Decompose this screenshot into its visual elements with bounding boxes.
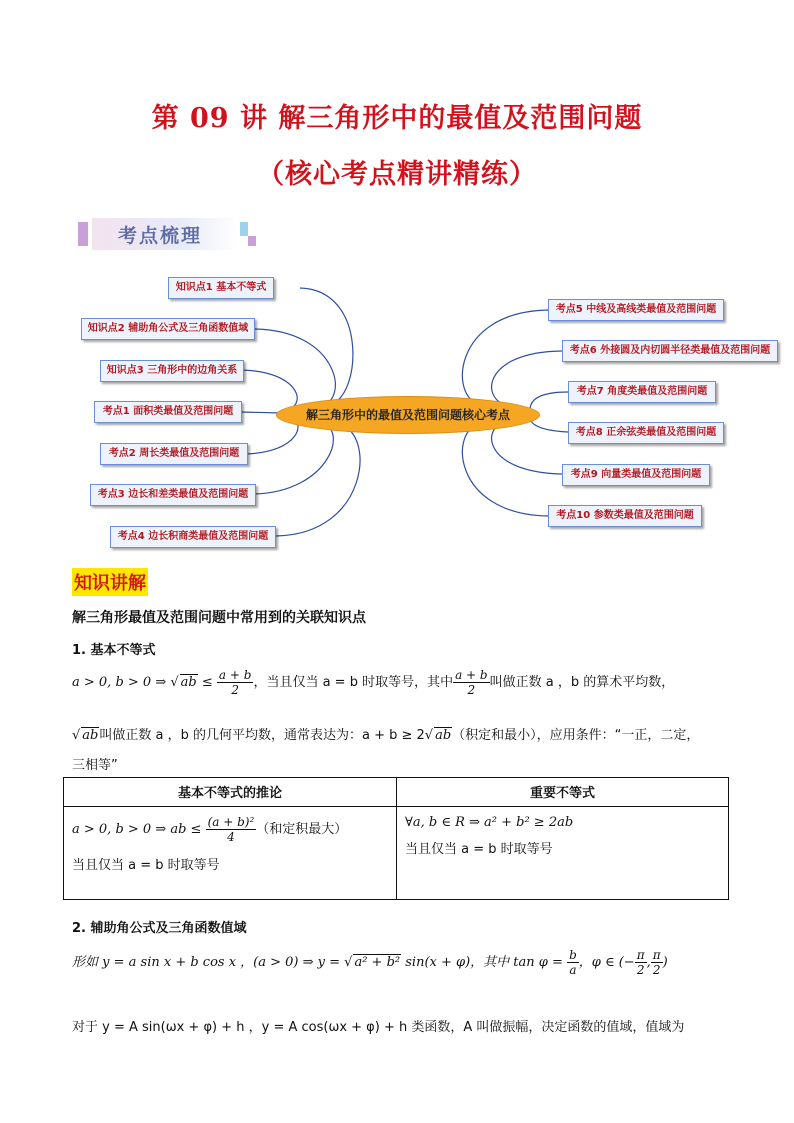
table-header-right: 重要不等式 (397, 778, 729, 807)
table-cell-right (397, 807, 729, 900)
text-part: 当且仅当 a = b 时取等号 (72, 858, 220, 873)
text-part: ，当且仅当 a = b 时取等号，其中 (253, 675, 454, 690)
mindmap-node-point-6: 考点6 外接圆及内切圆半径类最值及范围问题 (562, 340, 778, 362)
page-subtitle: （核心考点精讲精练） (257, 159, 537, 190)
formula-part: a > 0, b > 0 ⇒ ab ≤ (72, 822, 206, 837)
formula-part: ∀a, b ∈ R ⇒ a² + b² ≥ 2ab (405, 815, 574, 830)
mindmap-node-point-8: 考点8 正余弦类最值及范围问题 (568, 422, 724, 444)
mindmap-node-knowledge-2: 知识点2 辅助角公式及三角函数值域 (81, 318, 255, 340)
page-title: 第 09 讲 解三角形中的最值及范围问题 (151, 103, 643, 134)
text-part: 叫做正数 a ，b 的几何平均数，通常表达为：a + b ≥ 2 (99, 728, 425, 743)
mindmap-node-knowledge-1: 知识点1 基本不等式 (168, 277, 274, 299)
fraction: $\frac{a + b}{2}$ (455, 668, 488, 697)
formula-part: sin(x + φ)，其中 tan φ = (401, 955, 568, 970)
inequality-table (63, 777, 729, 900)
auxiliary-angle-line-2: 对于 y = A sin(ωx + φ) + h ，y = A cos(ωx + φ) + h 类函数，A 叫做振幅，决定函数的值域，值域为 (72, 1020, 685, 1035)
mindmap-node-point-10: 考点10 参数类最值及范围问题 (548, 505, 702, 527)
knowledge-intro: 解三角形最值及范围问题中常用到的关联知识点 (72, 610, 366, 626)
basic-inequality-line-3: 三相等” (72, 758, 118, 773)
sqrt-ab: ab (435, 728, 452, 743)
formula-part: ，φ ∈ (− (578, 955, 635, 970)
mindmap-node-point-3: 考点3 边长和差类最值及范围问题 (90, 484, 256, 506)
sqrt-a2b2: a² + b² (354, 955, 401, 970)
sqrt-ab: ab (82, 728, 99, 743)
mindmap-node-point-9: 考点9 向量类最值及范围问题 (562, 464, 710, 486)
formula-part: a > 0, b > 0 ⇒ (72, 675, 171, 690)
auxiliary-angle-line-1: 形如 y = a sin x + b cos x ，(a > 0) ⇒ y = √ a² + b² sin(x + φ)，其中 tan φ = $\frac{b}{a}$ ，φ ∈ (− $\frac{\pi}{2}$ , $\frac{\pi}{2}$ ) (72, 948, 668, 977)
fraction: $\frac{\text{(a + b)²}}{4}$ (207, 815, 255, 844)
mindmap-node-knowledge-3: 知识点3 三角形中的边角关系 (100, 360, 244, 382)
fraction: $\frac{\pi}{2}$ (652, 948, 661, 977)
fraction: $\frac{\pi}{2}$ (636, 948, 645, 977)
basic-inequality-line-1: a > 0, b > 0 ⇒ √ ab ≤ $\frac{a + b}{2}$ ，当且仅当 a = b 时取等号，其中 $\frac{a + b}{2}$ 叫做正数 a ，b 的算术平均数， (72, 668, 675, 697)
fraction: $\frac{a + b}{2}$ (218, 668, 252, 697)
knowledge-tag: 知识讲解 (72, 568, 148, 596)
section-banner-label: 考点梳理 (118, 225, 203, 247)
mindmap-node-point-7: 考点7 角度类最值及范围问题 (568, 381, 716, 403)
fraction: $\frac{b}{a}$ (569, 948, 577, 977)
text-part: （和定积最大） (256, 822, 348, 837)
mindmap-node-point-2: 考点2 周长类最值及范围问题 (100, 443, 248, 465)
table-header-left: 基本不等式的推论 (64, 778, 397, 807)
mindmap-node-point-4: 考点4 边长积商类最值及范围问题 (110, 526, 276, 548)
text-part: （积定和最小），应用条件：“一正，二定， (452, 728, 700, 743)
mindmap-node-point-5: 考点5 中线及高线类最值及范围问题 (548, 299, 724, 321)
sqrt-ab: ab (180, 675, 197, 690)
heading-auxiliary-angle: 2. 辅助角公式及三角函数值域 (72, 921, 247, 936)
mindmap-node-point-1: 考点1 面积类最值及范围问题 (94, 401, 242, 423)
table-cell-left (64, 807, 397, 900)
text-part: 当且仅当 a = b 时取等号 (405, 842, 553, 857)
text-part: 叫做正数 a ，b 的算术平均数， (489, 675, 675, 690)
mindmap-center: 解三角形中的最值及范围问题核心考点 (276, 396, 540, 434)
heading-basic-inequality: 1. 基本不等式 (72, 643, 156, 658)
formula-part: 形如 y = a sin x + b cos x ，(a > 0) ⇒ y = (72, 955, 345, 970)
formula-part: ≤ (197, 675, 217, 690)
basic-inequality-line-2: √ ab叫做正数 a ，b 的几何平均数，通常表达为：a + b ≥ 2√ ab（积定和最小），应用条件：“一正，二定， (72, 728, 700, 743)
